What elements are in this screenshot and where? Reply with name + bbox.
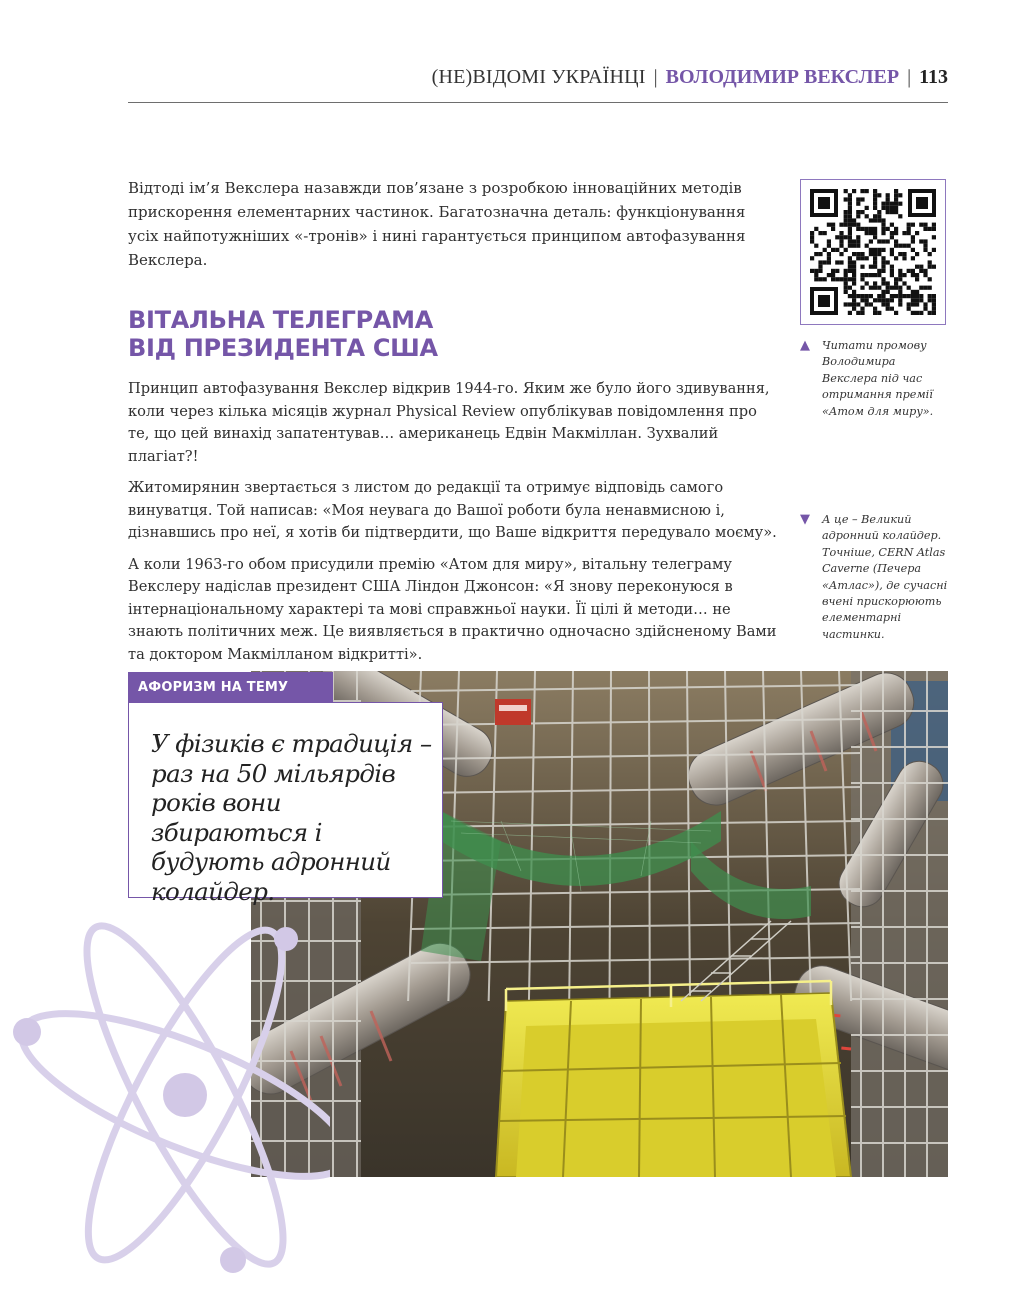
- qr-caption: [800, 338, 950, 420]
- page-number: 113: [919, 66, 948, 88]
- body-paragraph: А коли 1963-го обом присудили премію «Атом для миру», вітальну телеграму Векслеру надіслав президент США Ліндон Джонсон: «Я знову переконуюся в інтернаціональному характері та мові справжньої науки. Її цілі й методи… не знають політичних меж. Це виявляється в практично одночасно здійсненому Вами та доктором Макмілланом відкритті».: [128, 555, 777, 663]
- header-separator: |: [653, 66, 658, 88]
- qr-caption-text: Читати промову Володимира Векслера під час отримання премії «Атом для миру».: [822, 339, 934, 418]
- section-heading-line1: ВІТАЛЬНА ТЕЛЕГРАМА: [128, 306, 434, 334]
- atom-icon: [0, 890, 330, 1306]
- yellow-platform: [496, 981, 851, 1177]
- photo-caption-text: А це – Великий адронний колайдер. Точніше, CERN Atlas Caverne (Печера «Атлас»), де сучасні вчені прискорюють елементарні частинки.: [822, 513, 948, 641]
- body-paragraph: Принцип автофазування Векслер відкрив 1944-го. Яким же було його здивування, коли через кілька місяців журнал Physical Review опублікував повідомлення про те, що цей винахід запатентував… американець Едвін Макміллан. Зухвалий плагіат?!: [128, 380, 770, 465]
- photo-caption: [800, 512, 950, 643]
- aphorism-tab: АФОРИЗМ НА ТЕМУ: [128, 672, 333, 702]
- section-body: [128, 378, 778, 675]
- chapter-title: ВОЛОДИМИР ВЕКСЛЕР: [665, 66, 900, 88]
- running-header: [128, 66, 948, 103]
- qr-code[interactable]: [800, 179, 946, 325]
- aphorism-box: [128, 702, 443, 906]
- up-triangle-icon: ▲: [800, 338, 810, 353]
- qr-code-icon: [810, 189, 936, 315]
- book-title: (НЕ)ВІДОМІ УКРАЇНЦІ: [431, 66, 646, 88]
- section-heading-line2: ВІД ПРЕЗИДЕНТА США: [128, 334, 438, 362]
- intro-paragraph: Відтоді ім’я Векслера назавжди пов’язане з розробкою інноваційних методів прискорення елементарних частинок. Багатозначна деталь: функціонування усіх найпотужніших «-тронів» і нині гарантується принципом автофазування Векслера.: [128, 179, 746, 269]
- section-heading: [128, 306, 588, 362]
- body-paragraph: Житомирянин звертається з листом до редакції та отримує відповідь самого винуватця. Той написав: «Моя неувага до Вашої роботи була ненавмисною і, дізнавшись про неї, я хотів би підтвердити, що Ваше відкриття передувало моєму».: [128, 479, 777, 541]
- header-separator: |: [907, 66, 912, 88]
- aphorism-quote: У фізиків є традиція – раз на 50 мільярдів років вони збираються і будують адронний колайдер.: [151, 729, 432, 906]
- down-triangle-icon: ▼: [800, 512, 810, 527]
